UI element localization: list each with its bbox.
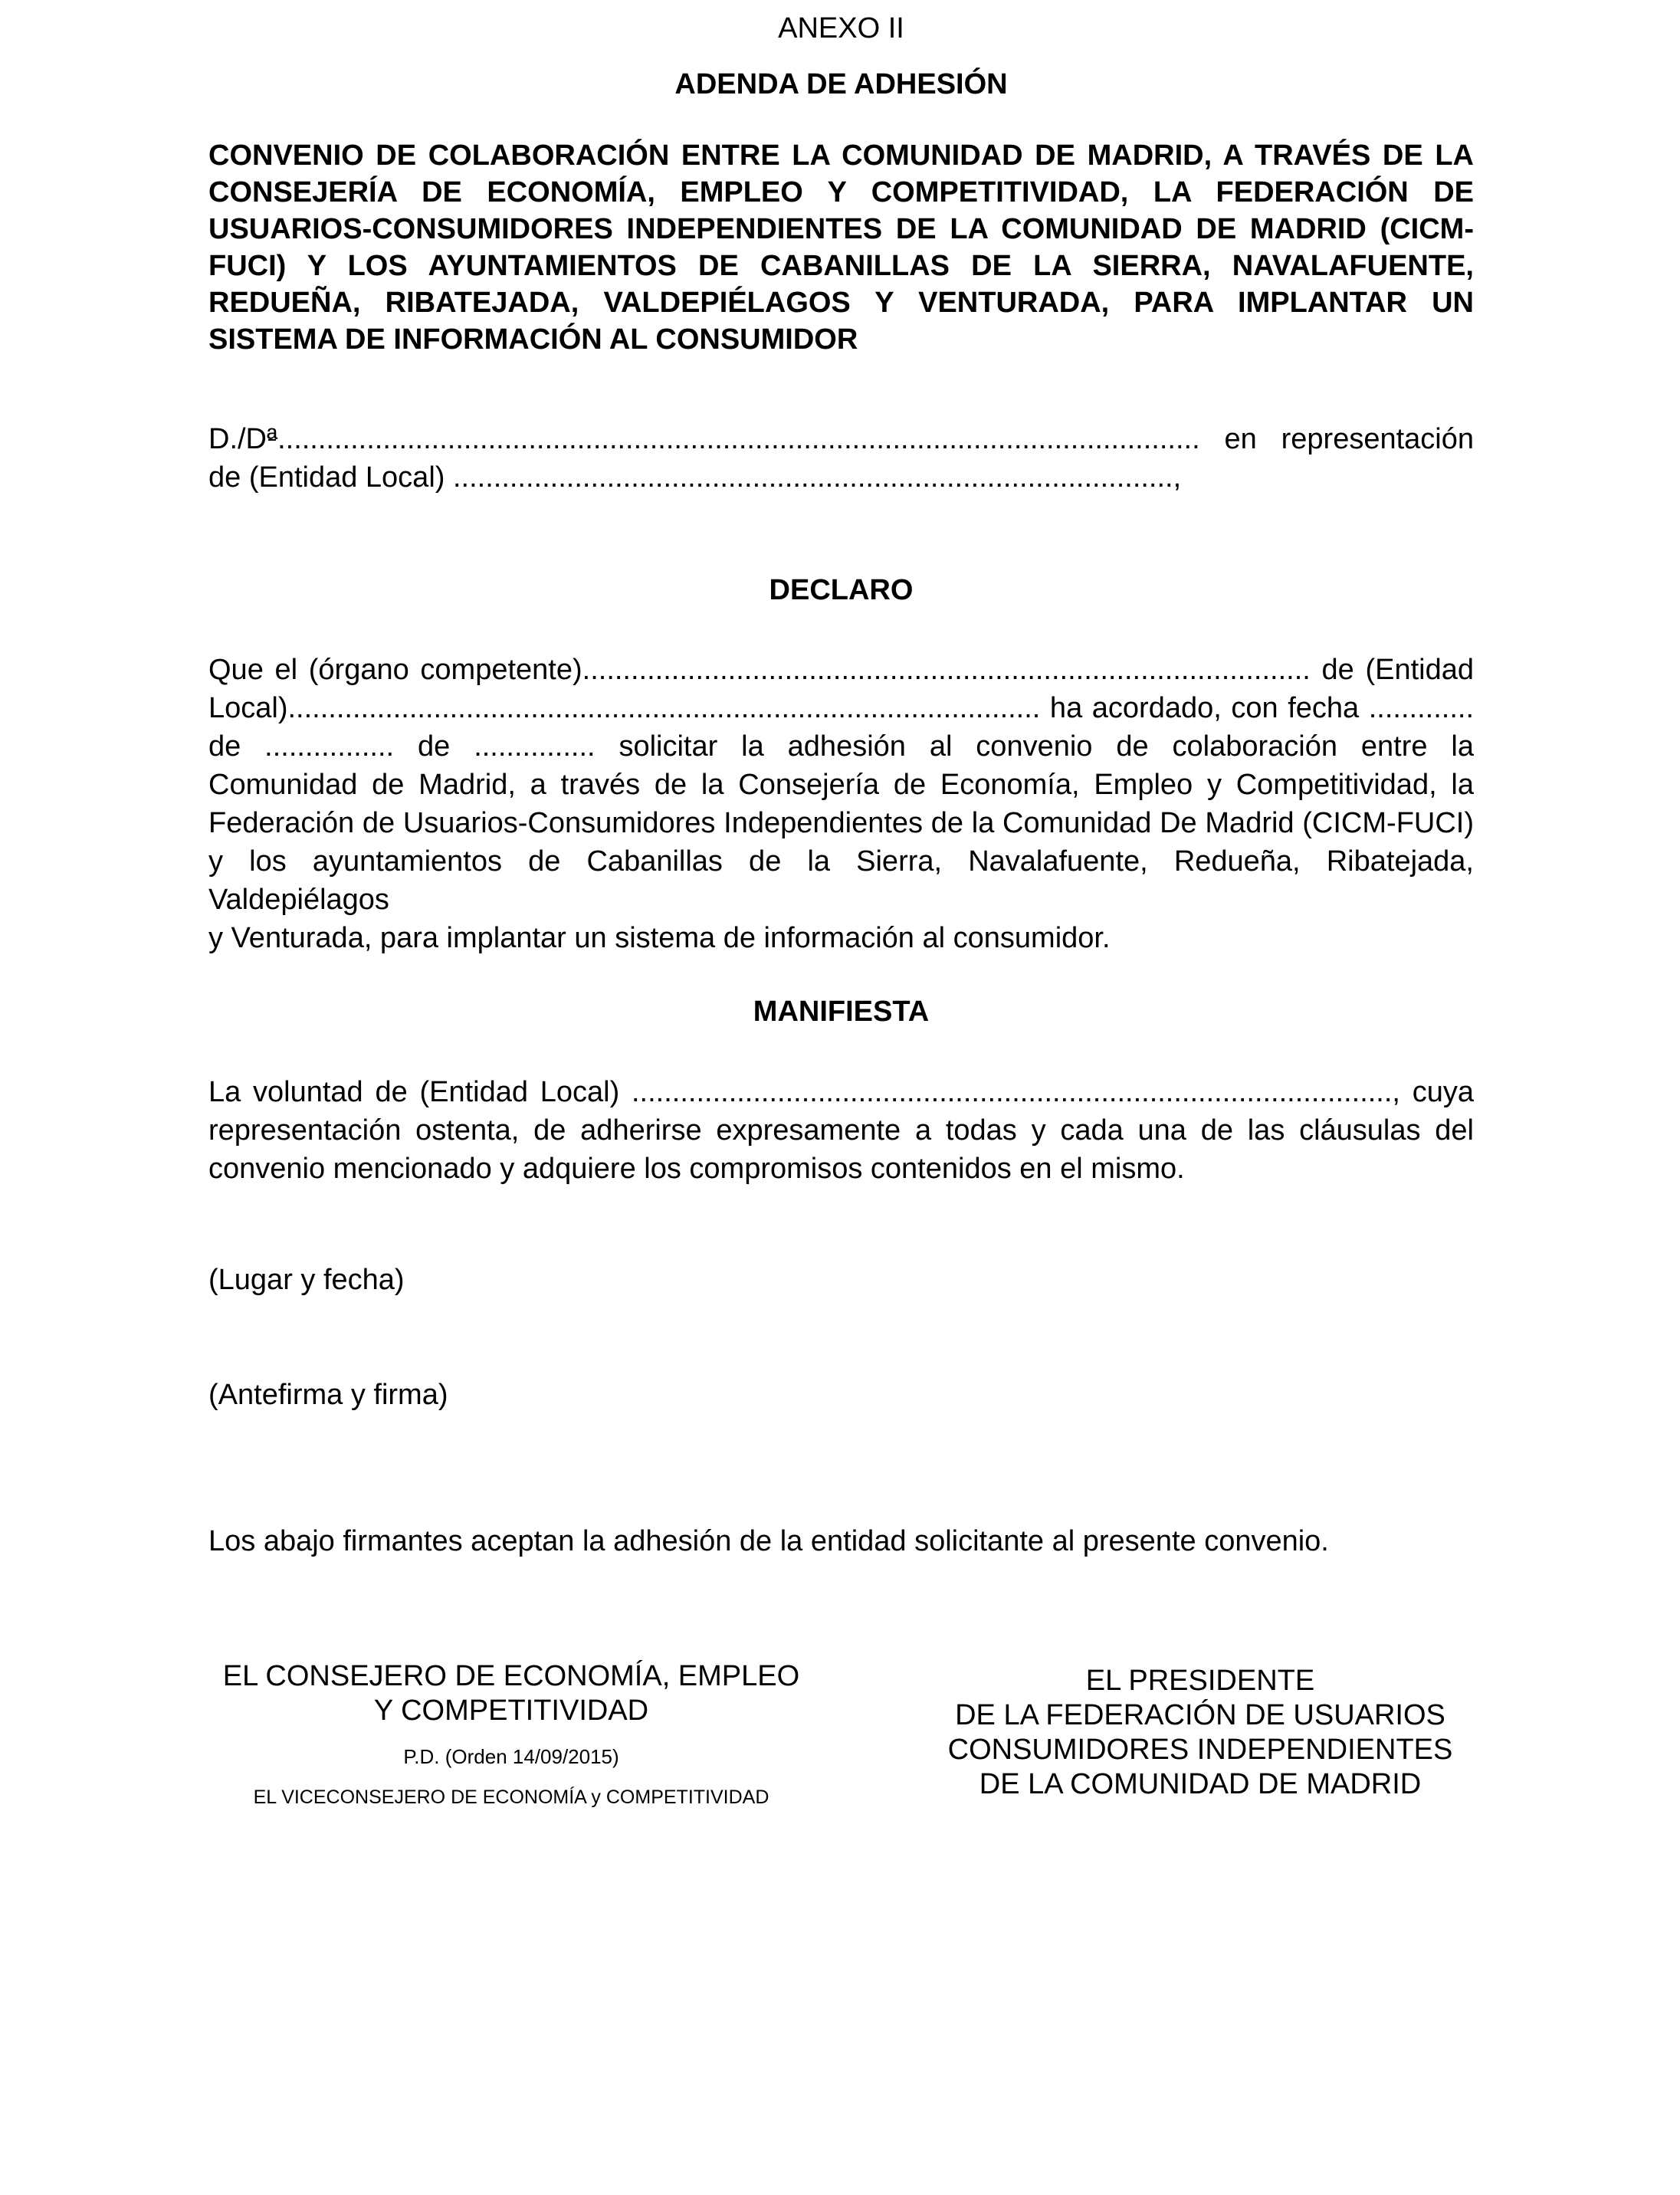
manifiesta-heading: MANIFIESTA — [753, 996, 930, 1028]
convenio-paragraph — [208, 137, 1474, 358]
presidente-title-line: DE LA FEDERACIÓN DE USUARIOS — [955, 1699, 1445, 1731]
place-date-line: (Lugar y fecha) — [208, 1264, 405, 1296]
left-signature-block — [208, 1659, 814, 1728]
convenio-line: CONSEJERÍA DE ECONOMÍA, EMPLEO Y COMPETITIVIDAD, LA FEDERACIÓN DE — [208, 176, 1474, 208]
consejero-title-line: Y COMPETITIVIDAD — [373, 1695, 649, 1727]
entity-line: de (Entidad Local) ........................................................................................., — [208, 461, 1182, 494]
manifiesta-line: La voluntad de (Entidad Local) .............................................................................................., cuya — [208, 1076, 1474, 1108]
presidente-title-line: CONSUMIDORES INDEPENDIENTES — [947, 1734, 1453, 1766]
declaro-line: Federación de Usuarios-Consumidores Independientes de la Comunidad De Madrid (CICM-FUCI) — [208, 807, 1474, 839]
representation-text: en representación — [1199, 423, 1474, 455]
convenio-line: REDUEÑA, RIBATEJADA, VALDEPIÉLAGOS Y VENTURADA, PARA IMPLANTAR UN — [208, 287, 1474, 319]
pd-order-line: P.D. (Orden 14/09/2015) — [403, 1745, 619, 1768]
manifiesta-line: convenio mencionado y adquiere los compromisos contenidos en el mismo. — [208, 1153, 1185, 1185]
right-signature-block — [947, 1664, 1453, 1802]
manifiesta-paragraph — [208, 1073, 1474, 1188]
declaro-line: y los ayuntamientos de Cabanillas de la Sierra, Navalafuente, Redueña, Ribatejada, Valdepiélagos — [208, 845, 1474, 916]
declaro-paragraph — [208, 651, 1474, 957]
acceptance-line: Los abajo firmantes aceptan la adhesión de la entidad solicitante al presente convenio. — [208, 1525, 1329, 1557]
ordinal-indicator: ª — [267, 423, 278, 455]
signature-hint-line: (Antefirma y firma) — [208, 1379, 448, 1411]
representative-paragraph — [208, 420, 1474, 497]
convenio-line: CONVENIO DE COLABORACIÓN ENTRE LA COMUNIDAD DE MADRID, A TRAVÉS DE LA — [208, 139, 1474, 172]
annex-label: ANEXO II — [778, 12, 904, 44]
convenio-line: USUARIOS-CONSUMIDORES INDEPENDIENTES DE LA COMUNIDAD DE MADRID (CICM- — [208, 213, 1474, 245]
declaro-line: y Venturada, para implantar un sistema de información al consumidor. — [208, 922, 1111, 954]
manifiesta-line: representación ostenta, de adherirse expresamente a todas y cada una de las cláusulas del — [208, 1114, 1474, 1147]
convenio-line: FUCI) Y LOS AYUNTAMIENTOS DE CABANILLAS DE LA SIERRA, NAVALAFUENTE, — [208, 250, 1474, 282]
document-title: ADENDA DE ADHESIÓN — [674, 68, 1008, 100]
fill-in-dots: .................................................................................................................. — [277, 423, 1200, 455]
declaro-line: Comunidad de Madrid, a través de la Consejería de Economía, Empleo y Competitividad, la — [208, 769, 1474, 801]
consejero-title-line: EL CONSEJERO DE ECONOMÍA, EMPLEO — [222, 1660, 800, 1692]
declaro-heading: DECLARO — [769, 574, 914, 606]
presidente-title-line: DE LA COMUNIDAD DE MADRID — [979, 1768, 1422, 1800]
declaro-line: Que el (órgano competente).......................................................................................... de (Entidad — [208, 654, 1474, 686]
honorific-prefix: D./D — [208, 423, 267, 455]
presidente-title-line: EL PRESIDENTE — [1085, 1665, 1315, 1697]
viceconsejero-line: EL VICECONSEJERO DE ECONOMÍA y COMPETITIVIDAD — [253, 1787, 769, 1808]
representative-line — [208, 420, 1474, 458]
declaro-line: de ................ de ............... solicitar la adhesión al convenio de colaboración entre la — [208, 730, 1474, 763]
declaro-line: Local)............................................................................................. ha acordado, con fecha ............. — [208, 692, 1474, 724]
convenio-line: SISTEMA DE INFORMACIÓN AL CONSUMIDOR — [208, 323, 858, 356]
